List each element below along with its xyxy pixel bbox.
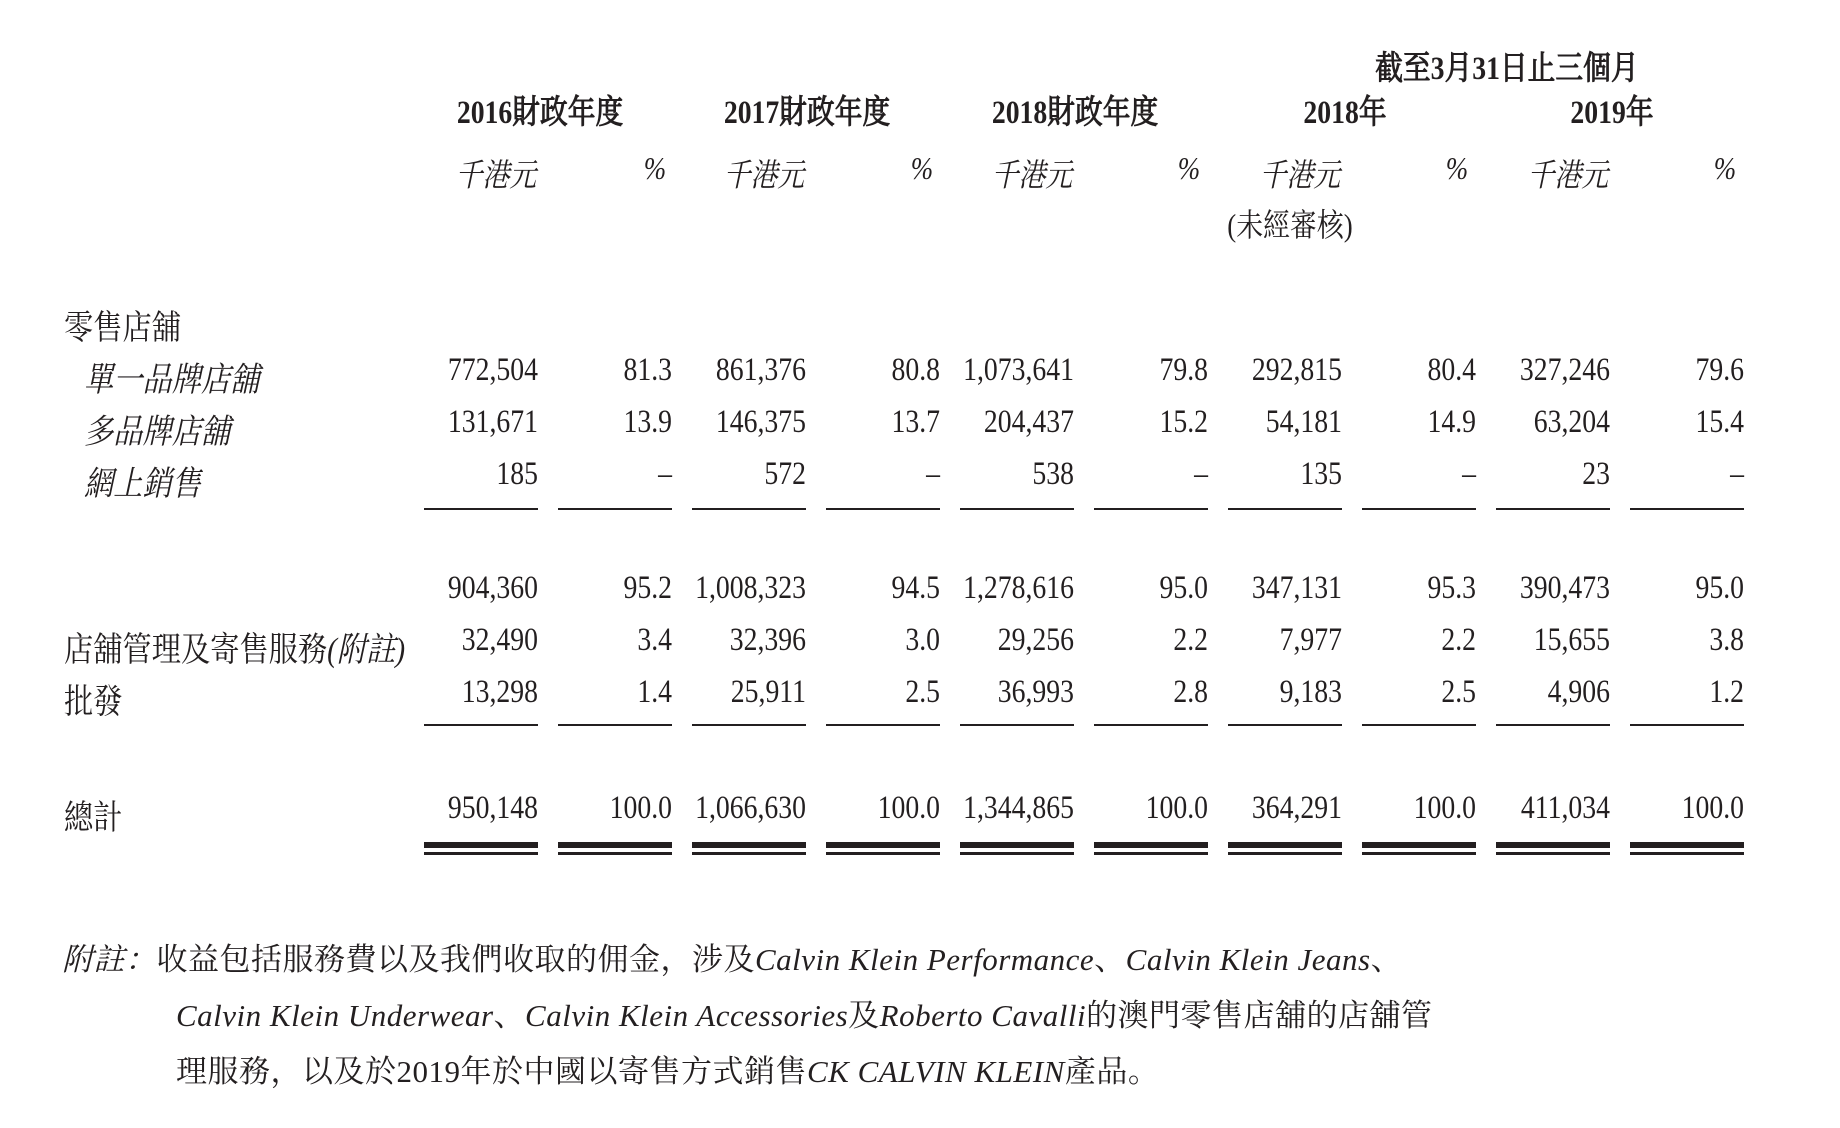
footnote-text-b: 的澳門零售店舖的店舖管 — [1086, 998, 1433, 1033]
underline-rule — [826, 724, 940, 726]
cell-multi-brand-1: 13.9 — [623, 404, 672, 440]
footnote-prefix: 附註： — [62, 942, 157, 977]
footnote-sep-2: 、 — [1370, 942, 1403, 977]
cell-wholesale-8: 4,906 — [1547, 674, 1610, 710]
cell-multi-brand-5: 15.2 — [1159, 404, 1208, 440]
underline-rule — [692, 508, 806, 510]
year-header-2017: 2017財政年度 — [723, 95, 891, 131]
year-header-2018: 2018年 — [1303, 95, 1387, 131]
total-double-rule — [960, 842, 1074, 856]
underline-rule — [1362, 508, 1476, 510]
cell-retail-subtotal-5: 95.0 — [1159, 570, 1208, 606]
brand-accessories: Calvin Klein Accessories — [525, 998, 849, 1033]
brand-underwear: Calvin Klein Underwear — [176, 998, 494, 1033]
footnote-line-2 — [176, 990, 1433, 1035]
cell-online-9: – — [1730, 456, 1744, 492]
underline-rule — [1630, 508, 1744, 510]
cell-retail-subtotal-6: 347,131 — [1251, 570, 1342, 606]
unit-pct: % — [1713, 150, 1737, 186]
cell-wholesale-1: 1.4 — [637, 674, 672, 710]
year-header-2019: 2019年 — [1570, 95, 1654, 131]
total-double-rule — [1094, 842, 1208, 856]
cell-multi-brand-9: 15.4 — [1695, 404, 1744, 440]
unit-hkd: 千港元 — [1527, 157, 1609, 193]
cell-wholesale-2: 25,911 — [730, 674, 806, 710]
cell-store-mgmt-4: 29,256 — [997, 622, 1074, 658]
cell-single-brand-8: 327,246 — [1519, 352, 1610, 388]
cell-wholesale-4: 36,993 — [997, 674, 1074, 710]
cell-retail-subtotal-9: 95.0 — [1695, 570, 1744, 606]
brand-jeans: Calvin Klein Jeans — [1125, 942, 1371, 977]
cell-wholesale-5: 2.8 — [1173, 674, 1208, 710]
cell-multi-brand-2: 146,375 — [715, 404, 806, 440]
footnote-text-c: 理服務，以及於2019年於中國以寄售方式銷售 — [176, 1054, 807, 1089]
cell-total-9: 100.0 — [1681, 790, 1744, 826]
row-label-total: 總計 — [64, 800, 123, 837]
cell-online-1: – — [658, 456, 672, 492]
total-double-rule — [692, 842, 806, 856]
underline-rule — [1228, 724, 1342, 726]
cell-single-brand-9: 79.6 — [1695, 352, 1744, 388]
brand-performance: Calvin Klein Performance — [755, 942, 1095, 977]
cell-total-8: 411,034 — [1520, 790, 1610, 826]
unit-pct: % — [1445, 150, 1469, 186]
retail-heading: 零售店舖 — [64, 310, 181, 347]
underline-rule — [692, 724, 806, 726]
cell-online-5: – — [1194, 456, 1208, 492]
cell-store-mgmt-5: 2.2 — [1173, 622, 1208, 658]
footnote-text-d: 產品。 — [1064, 1054, 1160, 1089]
cell-single-brand-1: 81.3 — [623, 352, 672, 388]
unit-pct: % — [1177, 150, 1201, 186]
cell-total-0: 950,148 — [447, 790, 538, 826]
total-double-rule — [826, 842, 940, 856]
brand-ck: CK CALVIN KLEIN — [807, 1054, 1065, 1089]
cell-store-mgmt-2: 32,396 — [729, 622, 806, 658]
underline-rule — [1630, 724, 1744, 726]
row-label-store-mgmt — [64, 622, 405, 671]
footnote-text-a: 收益包括服務費以及我們收取的佣金，涉及 — [156, 942, 755, 977]
underline-rule — [960, 508, 1074, 510]
cell-multi-brand-7: 14.9 — [1427, 404, 1476, 440]
cell-single-brand-3: 80.8 — [891, 352, 940, 388]
footnote-line-3 — [176, 1046, 1159, 1091]
cell-multi-brand-3: 13.7 — [891, 404, 940, 440]
cell-online-8: 23 — [1582, 456, 1610, 492]
row-label-online: 網上銷售 — [84, 466, 201, 503]
cell-online-6: 135 — [1300, 456, 1342, 492]
cell-single-brand-0: 772,504 — [447, 352, 538, 388]
unit-pct: % — [643, 150, 667, 186]
cell-store-mgmt-8: 15,655 — [1533, 622, 1610, 658]
cell-retail-subtotal-0: 904,360 — [447, 570, 538, 606]
underline-rule — [424, 508, 538, 510]
cell-online-4: 538 — [1032, 456, 1074, 492]
cell-retail-subtotal-3: 94.5 — [891, 570, 940, 606]
cell-total-3: 100.0 — [877, 790, 940, 826]
underline-rule — [1094, 508, 1208, 510]
total-double-rule — [1228, 842, 1342, 856]
cell-single-brand-6: 292,815 — [1251, 352, 1342, 388]
cell-store-mgmt-6: 7,977 — [1279, 622, 1342, 658]
cell-online-0: 185 — [496, 456, 538, 492]
row-label-multi-brand: 多品牌店舖 — [84, 414, 231, 451]
underline-rule — [558, 508, 672, 510]
total-double-rule — [424, 842, 538, 856]
cell-total-6: 364,291 — [1251, 790, 1342, 826]
underline-rule — [1496, 724, 1610, 726]
three-months-header: 截至3月31日止三個月 — [1375, 51, 1639, 87]
brand-cavalli: Roberto Cavalli — [879, 998, 1087, 1033]
cell-retail-subtotal-7: 95.3 — [1427, 570, 1476, 606]
cell-store-mgmt-7: 2.2 — [1441, 622, 1476, 658]
underline-rule — [826, 508, 940, 510]
cell-store-mgmt-3: 3.0 — [905, 622, 940, 658]
underline-rule — [424, 724, 538, 726]
cell-retail-subtotal-2: 1,008,323 — [695, 570, 806, 606]
total-double-rule — [1496, 842, 1610, 856]
cell-wholesale-3: 2.5 — [905, 674, 940, 710]
cell-retail-subtotal-4: 1,278,616 — [963, 570, 1074, 606]
footnote-and: 及 — [848, 998, 880, 1033]
cell-multi-brand-8: 63,204 — [1533, 404, 1610, 440]
unit-pct: % — [910, 150, 934, 186]
cell-multi-brand-6: 54,181 — [1265, 404, 1342, 440]
cell-wholesale-7: 2.5 — [1441, 674, 1476, 710]
footnote-sep-1: 、 — [1094, 942, 1126, 977]
underline-rule — [1362, 724, 1476, 726]
cell-total-2: 1,066,630 — [695, 790, 806, 826]
footnote-sep-3: 、 — [493, 998, 526, 1033]
total-double-rule — [558, 842, 672, 856]
cell-multi-brand-0: 131,671 — [447, 404, 538, 440]
row-label-wholesale: 批發 — [64, 684, 123, 721]
cell-total-5: 100.0 — [1145, 790, 1208, 826]
store-mgmt-note: (附註) — [327, 632, 406, 669]
cell-wholesale-6: 9,183 — [1279, 674, 1342, 710]
unit-hkd: 千港元 — [991, 157, 1073, 193]
cell-retail-subtotal-8: 390,473 — [1519, 570, 1610, 606]
total-double-rule — [1362, 842, 1476, 856]
year-header-2016: 2016財政年度 — [456, 95, 624, 131]
cell-wholesale-9: 1.2 — [1709, 674, 1744, 710]
underline-rule — [1496, 508, 1610, 510]
row-label-single-brand: 單一品牌店舖 — [84, 362, 260, 399]
unit-hkd: 千港元 — [455, 157, 537, 193]
cell-single-brand-4: 1,073,641 — [963, 352, 1074, 388]
cell-single-brand-5: 79.8 — [1159, 352, 1208, 388]
cell-multi-brand-4: 204,437 — [983, 404, 1074, 440]
cell-online-2: 572 — [764, 456, 806, 492]
cell-single-brand-7: 80.4 — [1427, 352, 1476, 388]
cell-wholesale-0: 13,298 — [461, 674, 538, 710]
underline-rule — [1094, 724, 1208, 726]
total-double-rule — [1630, 842, 1744, 856]
cell-retail-subtotal-1: 95.2 — [623, 570, 672, 606]
underline-rule — [1228, 508, 1342, 510]
cell-store-mgmt-9: 3.8 — [1709, 622, 1744, 658]
cell-total-4: 1,344,865 — [963, 790, 1074, 826]
store-mgmt-text: 店舖管理及寄售服務 — [64, 632, 328, 669]
cell-store-mgmt-0: 32,490 — [461, 622, 538, 658]
cell-store-mgmt-1: 3.4 — [637, 622, 672, 658]
cell-online-3: – — [926, 456, 940, 492]
year-header-2018fy: 2018財政年度 — [991, 95, 1159, 131]
cell-single-brand-2: 861,376 — [715, 352, 806, 388]
underline-rule — [960, 724, 1074, 726]
unit-hkd: 千港元 — [723, 157, 805, 193]
cell-total-1: 100.0 — [609, 790, 672, 826]
unaudited-note: (未經審核) — [1227, 207, 1353, 243]
footnote-line-1 — [62, 934, 1402, 979]
unit-hkd: 千港元 — [1259, 157, 1341, 193]
underline-rule — [558, 724, 672, 726]
cell-online-7: – — [1462, 456, 1476, 492]
cell-total-7: 100.0 — [1413, 790, 1476, 826]
